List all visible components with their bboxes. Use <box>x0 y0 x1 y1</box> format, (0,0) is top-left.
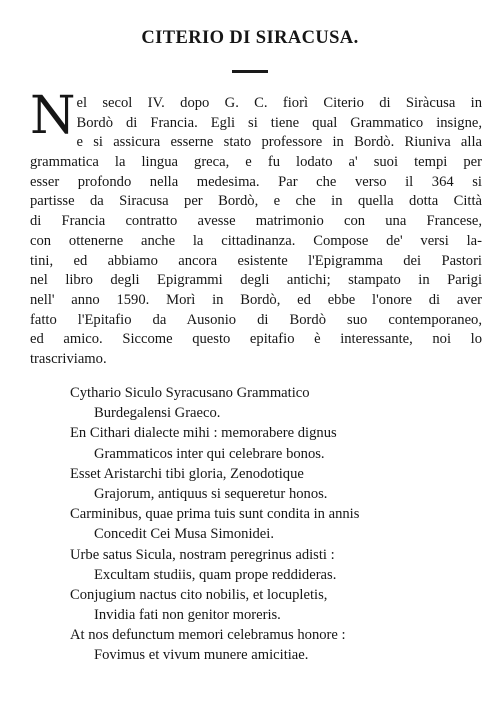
page-title: CITERIO DI SIRACUSA. <box>141 28 359 48</box>
prose-line: esser profondo nella medesima. Par che verso il 364 si <box>30 173 482 190</box>
prose-line: ed amico. Siccome questo epitafio è interessante, noi lo <box>30 331 482 348</box>
poem-line: Invidia fati non genitor moreris. <box>94 607 281 624</box>
prose-line: nell' anno 1590. Morì in Bordò, ed ebbe l'onore di aver <box>30 291 482 308</box>
prose-line: grammatica la lingua greca, e fu lodato a' suoi tempi per <box>30 154 482 171</box>
poem-line: Grajorum, antiquus si sequeretur honos. <box>94 485 328 502</box>
poem-line: Concedit Cei Musa Simonidei. <box>94 526 274 543</box>
drop-cap: N <box>30 86 76 146</box>
poem-line: At nos defunctum memori celebramus honore : <box>70 627 346 644</box>
prose-line: tini, ed abbiamo ancora esistente l'Epigramma dei Pastori <box>30 252 482 269</box>
prose-paragraph <box>30 86 482 370</box>
epitaph-poem <box>0 383 500 666</box>
prose-line: el secol IV. dopo G. C. fiorì Citerio di Siràcusa in <box>76 95 482 111</box>
poem-line: En Cithari dialecte mihi : memorabere dignus <box>70 425 337 442</box>
poem-line: Conjugium nactus cito nobilis, et locupletis, <box>70 586 328 603</box>
title-rule <box>232 70 268 73</box>
prose-line: partisse da Siracusa per Bordò, e che in quella dotta Città <box>30 193 482 210</box>
prose-line: e si assicura esserne stato professore in Bordò. Riuniva alla <box>76 134 482 151</box>
poem-line: Esset Aristarchi tibi gloria, Zenodotique <box>70 465 304 482</box>
poem-line: Excultam studiis, quam prope reddideras. <box>94 566 337 583</box>
prose-line: Bordò di Francia. Egli si tiene qual Grammatico insigne, <box>76 114 482 131</box>
prose-line: nel libro degli Epigrammi degli antichi; stampato in Parigi <box>30 272 482 289</box>
poem-line: Grammaticos inter qui celebrare bonos. <box>94 445 325 462</box>
prose-line: con ottenerne anche la cittadinanza. Compose de' versi la- <box>30 232 482 249</box>
poem-line: Urbe satus Sicula, nostram peregrinus adisti : <box>70 546 335 563</box>
poem-line: Burdegalensi Graeco. <box>94 405 221 422</box>
prose-line: trascriviamo. <box>30 350 107 367</box>
poem-line: Fovimus et vivum munere amicitiae. <box>94 647 309 664</box>
poem-line: Carminibus, quae prima tuis sunt condita in annis <box>70 506 360 523</box>
poem-line: Cythario Siculo Syracusano Grammatico <box>70 385 310 401</box>
prose-line: fatto l'Epitafio da Ausonio di Bordò suo contemporaneo, <box>30 311 482 328</box>
prose-line: di Francia contratto avesse matrimonio con una Francese, <box>30 213 482 230</box>
